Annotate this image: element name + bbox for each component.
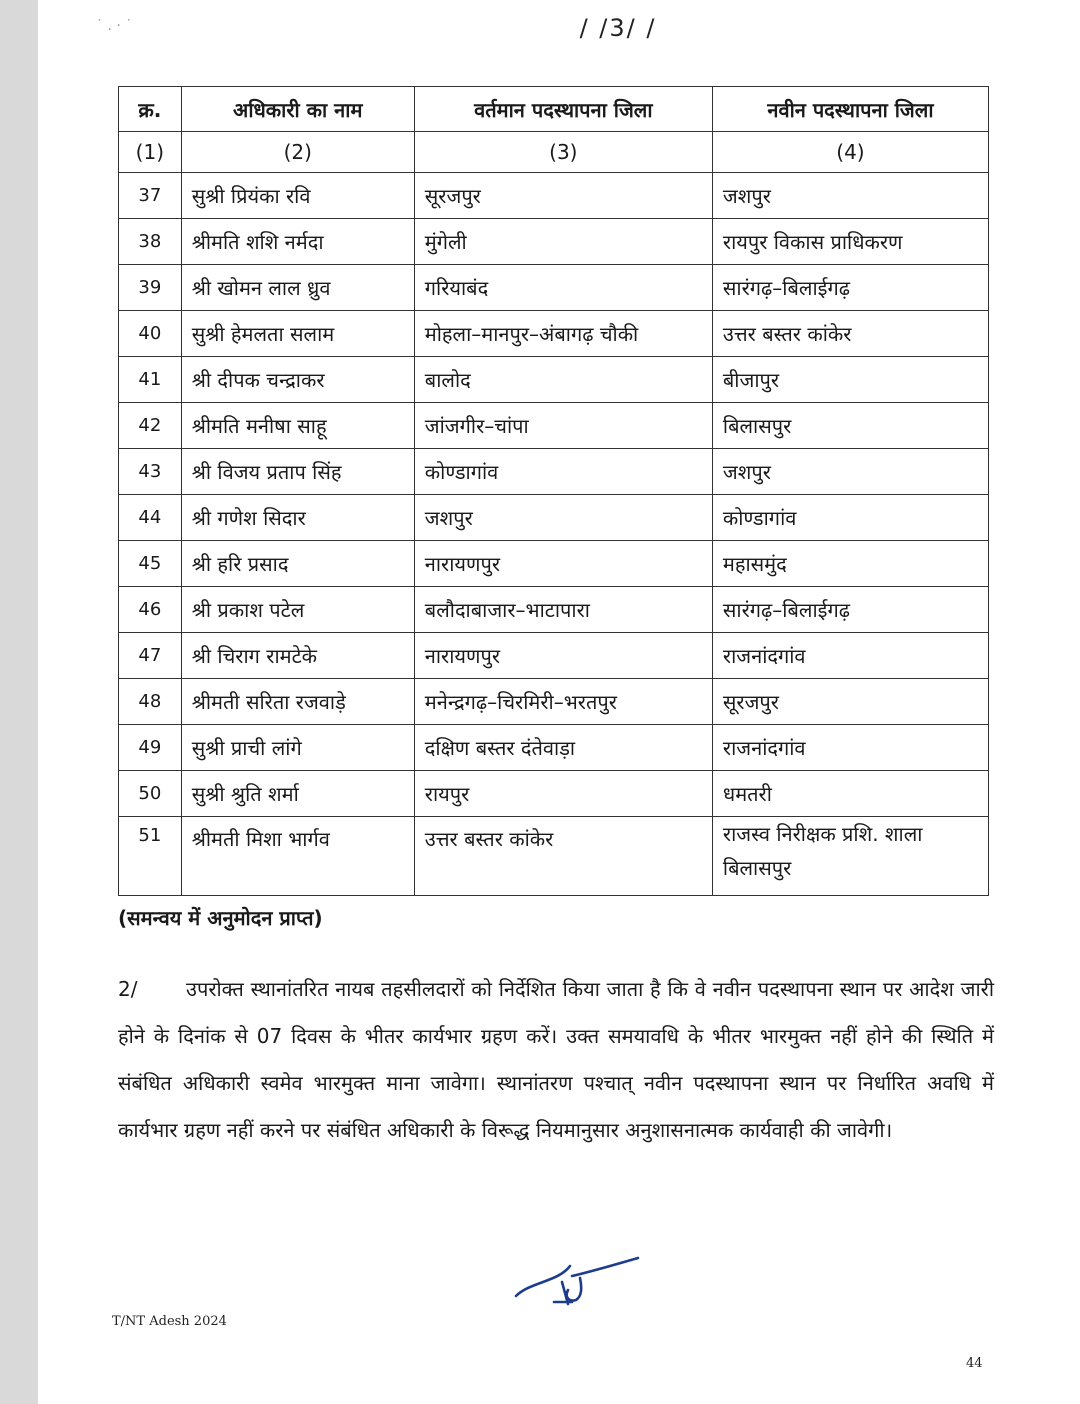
scan-specks: ˙ . · ˙: [96, 18, 133, 34]
officer-name-cell: श्री हरि प्रसाद: [181, 541, 414, 587]
table-row: [119, 265, 989, 311]
paragraph-text: उपरोक्त स्थानांतरित नायब तहसीलदारों को निर्देशित किया जाता है कि वे नवीन पदस्थापना स्थान पर आदेश जारी होने के दिनांक से 07 दिवस के भीतर कार्यभार ग्रहण करें। उक्त समयावधि के भीतर भारमुक्त नहीं होने की स्थिति में संबंधित अधिकारी स्वमेव भारमुक्त माना जावेगा। स्थानांतरण पश्चात् नवीन पदस्थापना स्थान पर निर्धारित अवधि में कार्यभार ग्रहण नहीं करने पर संबंधित अधिकारी के विरूद्ध नियमानुसार अनुशासनात्मक कार्यवाही की जावेगी।: [118, 977, 994, 1142]
officer-name-cell: श्रीमती मिशा भार्गव: [181, 817, 414, 896]
table-body: [119, 173, 989, 896]
paragraph-number: 2/: [118, 977, 138, 1001]
serial-cell: 44: [119, 495, 182, 541]
officer-name-cell: श्री खोमन लाल ध्रुव: [181, 265, 414, 311]
new-district-cell: जशपुर: [712, 173, 988, 219]
header-officer-name: अधिकारी का नाम: [181, 87, 414, 132]
new-district-cell: सूरजपुर: [712, 679, 988, 725]
table-row: [119, 219, 989, 265]
serial-cell: 47: [119, 633, 182, 679]
officer-name-cell: श्री चिराग रामटेके: [181, 633, 414, 679]
new-district-cell: कोण्डागांव: [712, 495, 988, 541]
table-row: [119, 725, 989, 771]
new-district-cell: उत्तर बस्तर कांकेर: [712, 311, 988, 357]
officer-name-cell: श्रीमति मनीषा साहू: [181, 403, 414, 449]
officer-name-cell: श्रीमती सरिता रजवाड़े: [181, 679, 414, 725]
serial-cell: 45: [119, 541, 182, 587]
current-district-cell: रायपुर: [414, 771, 712, 817]
new-district-cell: धमतरी: [712, 771, 988, 817]
table-row: [119, 633, 989, 679]
new-district-cell: सारंगढ़–बिलाईगढ़: [712, 265, 988, 311]
header-new-district: नवीन पदस्थापना जिला: [712, 87, 988, 132]
table-row: [119, 771, 989, 817]
current-district-cell: बलौदाबाजार–भाटापारा: [414, 587, 712, 633]
new-district-cell: राजनांदगांव: [712, 633, 988, 679]
table-row: [119, 587, 989, 633]
new-district-cell: बिलासपुर: [712, 403, 988, 449]
current-district-cell: सूरजपुर: [414, 173, 712, 219]
footer-page-number: 44: [966, 1356, 983, 1371]
serial-cell: 42: [119, 403, 182, 449]
serial-cell: 40: [119, 311, 182, 357]
serial-cell: 38: [119, 219, 182, 265]
officer-name-cell: श्री प्रकाश पटेल: [181, 587, 414, 633]
signature-mark: [510, 1252, 650, 1308]
officer-name-cell: सुश्री श्रुति शर्मा: [181, 771, 414, 817]
new-district-cell: बीजापुर: [712, 357, 988, 403]
current-district-cell: मनेन्द्रगढ़–चिरमिरी–भरतपुर: [414, 679, 712, 725]
instruction-paragraph: [118, 966, 994, 1154]
serial-cell: 49: [119, 725, 182, 771]
table-row: [119, 449, 989, 495]
current-district-cell: नारायणपुर: [414, 541, 712, 587]
current-district-cell: मोहला–मानपुर–अंबागढ़ चौकी: [414, 311, 712, 357]
col-number-4: (4): [712, 132, 988, 173]
serial-cell: 46: [119, 587, 182, 633]
table-row: [119, 311, 989, 357]
new-district-cell: जशपुर: [712, 449, 988, 495]
header-current-district: वर्तमान पदस्थापना जिला: [414, 87, 712, 132]
serial-cell: 41: [119, 357, 182, 403]
officer-name-cell: श्री दीपक चन्द्राकर: [181, 357, 414, 403]
serial-cell: 39: [119, 265, 182, 311]
col-number-1: (1): [119, 132, 182, 173]
table-row: [119, 541, 989, 587]
new-district-cell: राजस्व निरीक्षक प्रशि. शाला बिलासपुर: [712, 817, 988, 896]
table-row: [119, 495, 989, 541]
current-district-cell: दक्षिण बस्तर दंतेवाड़ा: [414, 725, 712, 771]
current-district-cell: जांजगीर–चांपा: [414, 403, 712, 449]
current-district-cell: जशपुर: [414, 495, 712, 541]
officer-name-cell: सुश्री हेमलता सलाम: [181, 311, 414, 357]
serial-cell: 43: [119, 449, 182, 495]
officer-name-cell: सुश्री प्राची लांगे: [181, 725, 414, 771]
approval-note: (समन्वय में अनुमोदन प्राप्त): [118, 906, 323, 930]
current-district-cell: बालोद: [414, 357, 712, 403]
officer-name-cell: श्री विजय प्रताप सिंह: [181, 449, 414, 495]
header-serial: क्र.: [119, 87, 182, 132]
table-row: [119, 817, 989, 896]
serial-cell: 50: [119, 771, 182, 817]
current-district-cell: मुंगेली: [414, 219, 712, 265]
serial-cell: 51: [119, 817, 182, 896]
serial-cell: 48: [119, 679, 182, 725]
table-row: [119, 403, 989, 449]
current-district-cell: उत्तर बस्तर कांकेर: [414, 817, 712, 896]
page-number-header: / /3/ /: [579, 14, 657, 42]
serial-cell: 37: [119, 173, 182, 219]
footer-reference: T/NT Adesh 2024: [112, 1314, 227, 1329]
table-header-row: [119, 87, 989, 132]
col-number-3: (3): [414, 132, 712, 173]
officer-name-cell: सुश्री प्रियंका रवि: [181, 173, 414, 219]
table-row: [119, 173, 989, 219]
column-number-row: [119, 132, 989, 173]
current-district-cell: कोण्डागांव: [414, 449, 712, 495]
col-number-2: (2): [181, 132, 414, 173]
current-district-cell: नारायणपुर: [414, 633, 712, 679]
new-district-cell: सारंगढ़–बिलाईगढ़: [712, 587, 988, 633]
officer-name-cell: श्री गणेश सिदार: [181, 495, 414, 541]
new-district-cell: राजनांदगांव: [712, 725, 988, 771]
table-row: [119, 679, 989, 725]
current-district-cell: गरियाबंद: [414, 265, 712, 311]
new-district-cell: रायपुर विकास प्राधिकरण: [712, 219, 988, 265]
officer-name-cell: श्रीमति शशि नर्मदा: [181, 219, 414, 265]
new-district-cell: महासमुंद: [712, 541, 988, 587]
table-row: [119, 357, 989, 403]
transfer-table: [118, 86, 989, 896]
